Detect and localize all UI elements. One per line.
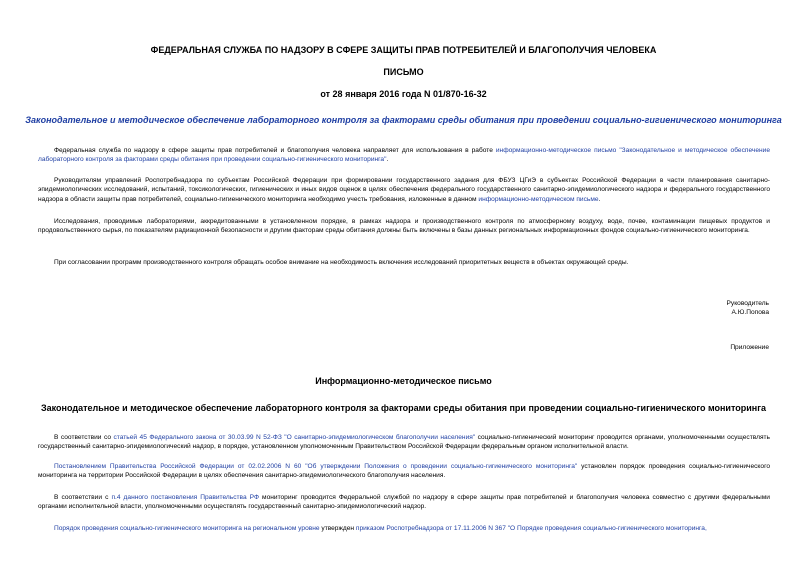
appendix-paragraph-2 <box>38 462 770 481</box>
government-decree-link[interactable]: Постановлением Правительства Российской Федерации от 02.02.2006 N 60 "Об утверждении Положения о проведении социально-гигиенического мониторинга" <box>54 463 578 470</box>
paragraph-text: утвержден <box>319 525 356 532</box>
law-article-link[interactable]: статьей 45 Федерального закона от 30.03.99 N 52-ФЗ "О санитарно-эпидемиологическом благополучии населения" <box>113 434 476 441</box>
paragraph-text: . <box>598 195 601 203</box>
monitoring-procedure-link[interactable]: Порядок проведения социально-гигиенического мониторинга на региональном уровне <box>54 525 320 532</box>
document-type: ПИСЬМО <box>383 67 424 77</box>
paragraph-text: . <box>386 156 389 164</box>
info-letter-link[interactable]: информационно-методическом письме <box>478 195 599 203</box>
info-letter-link[interactable]: информационно-методическое письмо "Законодательное и методическое обеспечение лабораторного контроля за факторами среды обитания при проведении социально-гигиенического мониторинга" <box>38 147 770 164</box>
paragraph-text: Руководителям управлений Роспотребнадзора по субъектам Российской Федерации при формировании государственного задания для ФБУЗ ЦГиЭ в субъектах Российской Федерации в части планирования санитарно-эпидемиологических исследований, испытаний, токсикологических, гигиенических и иных видов оценок в целях обеспечения федерального государственного санитарно-эпидемиологического надзора и федерального государственного надзора в области защиты прав потребителей, социально-гигиенического мониторинга необходимо учесть требования, изложенные в данном <box>38 177 770 203</box>
decree-clause-link[interactable]: п.4 данного постановления Правительства РФ <box>111 494 259 501</box>
appendix-title: Информационно-методическое письмо <box>315 376 492 386</box>
paragraph-text: социально-гигиенический мониторинг проводится органами, уполномоченными осуществлять государственный санитарно-эпидемиологический надзор, в порядке, установленном уполномоченным Правительством Российской Федерации федеральным органом исполнительной власти. <box>38 434 770 451</box>
letter-paragraph-3: Исследования, проводимые лабораториями, аккредитованными в установленном порядке, в рамках надзора и производственного контроля по атмосферному воздуху, воде, почве, контаминации пищевых продуктов и продовольственного сырья, по показателям радиационной безопасности и другим факторам среды обитания должны быть включены в базы данных региональных информационных фондов социально-гигиенического мониторинга. <box>38 218 770 235</box>
letter-paragraph-1 <box>38 146 770 165</box>
appendix-label: Приложение <box>730 344 769 351</box>
agency-heading: ФЕДЕРАЛЬНАЯ СЛУЖБА ПО НАДЗОРУ В СФЕРЕ ЗАЩИТЫ ПРАВ ПОТРЕБИТЕЛЕЙ И БЛАГОПОЛУЧИЯ ЧЕЛОВЕКА <box>150 45 657 55</box>
paragraph-text: В соответствии с <box>54 494 112 501</box>
letter-paragraph-2 <box>38 176 770 204</box>
signature-name: А.Ю.Попова <box>731 309 769 317</box>
appendix-paragraph-4 <box>38 524 770 533</box>
order-link[interactable]: приказом Роспотребнадзора от 17.11.2006 N 367 "О Порядке проведения социально-гигиенического мониторинга, <box>355 525 707 532</box>
appendix-subject: Законодательное и методическое обеспечение лабораторного контроля за факторами среды обитания при проведении социально-гигиенического мониторинга <box>41 403 766 413</box>
signature-block <box>727 299 769 318</box>
appendix-paragraph-3 <box>38 493 770 512</box>
letter-paragraph-4: При согласовании программ производственного контроля обращать особое внимание на необходимость включения исследований приоритетных веществ в объектах окружающей среды. <box>54 259 629 266</box>
document-date: от 28 января 2016 года N 01/870-16-32 <box>320 89 487 99</box>
paragraph-text: В соответствии со <box>54 434 114 441</box>
paragraph-text: установлен порядок проведения социально-гигиенического мониторинга на территории Российской Федерации в целях обеспечения санитарно-эпидемиологического благополучия населения. <box>38 463 770 480</box>
document-subject: Законодательное и методическое обеспечение лабораторного контроля за факторами среды обитания при проведении социально-гигиенического мониторинга <box>25 115 782 125</box>
paragraph-text: мониторинг проводится Федеральной службой по надзору в сфере защиты прав потребителей и благополучия человека совместно с другими федеральными органами исполнительной власти, уполномоченными осуществлять государственный санитарно-эпидемиологический надзор. <box>38 494 770 511</box>
signature-title: Руководитель <box>726 300 769 307</box>
paragraph-text: Федеральная служба по надзору в сфере защиты прав потребителей и благополучия человека направляет для использования в работе <box>54 147 496 154</box>
appendix-paragraph-1 <box>38 433 770 452</box>
